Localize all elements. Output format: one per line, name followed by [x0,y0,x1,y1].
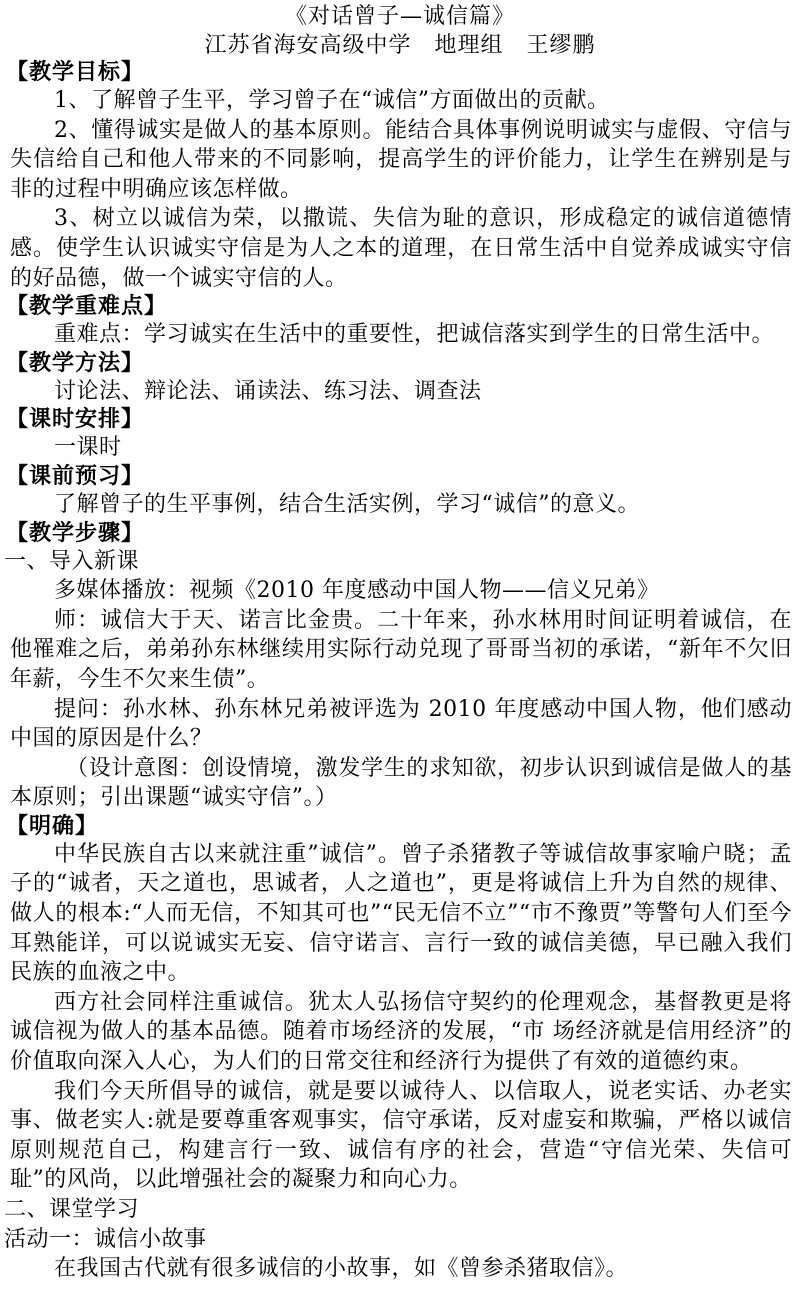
preview-heading: 【课前预习】 [6,463,145,489]
document-author: 江苏省海安高级中学 地理组 王缪鹏 [204,33,596,58]
clarify-paragraph-2: 西方社会同样注重诚信。犹太人弘扬信守契约的伦理观念，基督教更是将诚信视为做人的基本品德。随着市场经济的发展，“市 场经济就是信用经济”的价值取向深入人心，为人们的日常交往和经济行为提供了有效的道德约束。 [10,989,792,1075]
methods-text: 讨论法、辩论法、诵读法、练习法、调查法 [54,378,482,404]
question-text: 提问：孙水林、孙东林兄弟被评选为 2010 年度感动中国人物，他们感动中国的原因是什么？ [10,696,792,752]
objective-item-1: 1、了解曾子生平，学习曾子在“诚信”方面做出的贡献。 [54,88,610,113]
part2-title: 二、课堂学习 [4,1197,140,1222]
objectives-heading: 【教学目标】 [6,60,145,85]
clarify-heading: 【明确】 [6,813,99,839]
schedule-text: 一课时 [54,435,122,461]
part2-text: 在我国古代就有很多诚信的小故事，如《曾参杀猪取信》。 [54,1256,629,1282]
activity-title: 活动一：诚信小故事 [4,1226,207,1252]
part1-title: 一、导入新课 [4,548,140,574]
schedule-heading: 【课时安排】 [6,407,145,433]
design-intent-text: （设计意图：创设情境，激发学生的求知欲，初步认识到诚信是做人的基本原则；引出课题“诚实守信”。） [10,755,792,811]
document-title: 《对话曾子—诚信篇》 [284,4,515,29]
clarify-paragraph-3: 我们今天所倡导的诚信，就是要以诚待人、以信取人，说老实话、办老实事、做老实人:就是要尊重客观事实，信守承诺，反对虚妄和欺骗，严格以诚信原则规范自己，构建言行一致、诚信有序的社会，营造“守信光荣、失信可耻”的风尚，以此增强社会的凝聚力和向心力。 [10,1078,792,1193]
media-text: 多媒体播放：视频《2010 年度感动中国人物——信义兄弟》 [54,578,660,604]
methods-heading: 【教学方法】 [6,350,145,376]
objective-item-3: 3、树立以诚信为荣，以撒谎、失信为耻的意识，形成稳定的诚信道德情感。使学生认识诚实守信是为人之本的道理，在日常生活中自觉养成诚实守信的好品德，做一个诚实守信的人。 [10,206,792,291]
document-page [0,4,800,1292]
clarify-paragraph-1: 中华民族自古以来就注重”诚信”。曾子杀猪教子等诚信故事家喻户晓；孟子的“诚者，天之道也，思诚者，人之道也”，更是将诚信上升为自然的规律、做人的根本:“人而无信，不知其可也”“民无信不立”“市不豫贾”等警句人们至今耳熟能详，可以说诚实无妄、信守诺言、言行一致的诚信美德，早已融入我们民族的血液之中。 [10,841,792,986]
objective-item-2: 2、懂得诚实是做人的基本原则。能结合具体事例说明诚实与虚假、守信与失信给自己和他人带来的不同影响，提高学生的评价能力，让学生在辨别是与非的过程中明确应该怎样做。 [10,117,792,202]
steps-heading: 【教学步骤】 [6,520,145,546]
preview-text: 了解曾子的生平事例，结合生活实例，学习“诚信”的意义。 [54,491,640,517]
teacher-text: 师：诚信大于天、诺言比金贵。二十年来，孙水林用时间证明着诚信，在他罹难之后，弟弟孙东林继续用实际行动兑现了哥哥当初的承诺，“新年不欠旧年薪，今生不欠来生债”。 [10,607,792,692]
key-points-text: 重难点：学习诚实在生活中的重要性，把诚信落实到学生的日常生活中。 [54,322,775,348]
key-points-heading: 【教学重难点】 [6,294,168,320]
